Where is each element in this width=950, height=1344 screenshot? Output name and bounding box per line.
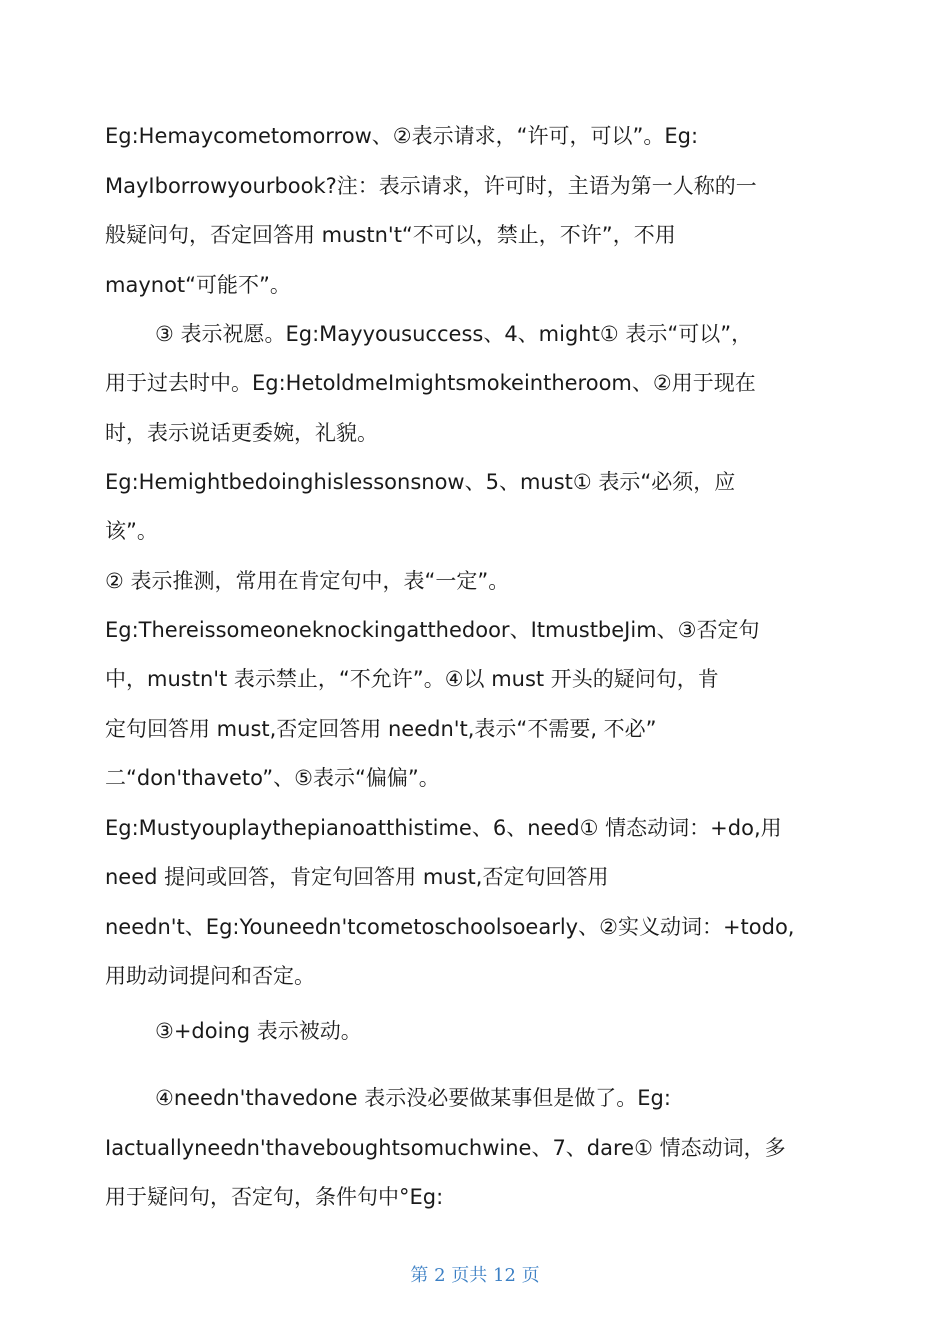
text-line: 二“don'thaveto”、⑤表示“偏偏”。 bbox=[105, 766, 440, 790]
text-line: ③ 表示祝愿。Eg:Mayyousuccess、4、might① 表示“可以”， bbox=[155, 322, 753, 346]
text-line: Eg:Hemaycometomorrow、②表示请求，“许可，可以”。Eg: bbox=[105, 124, 699, 148]
text-line: need 提问或回答，肯定句回答用 must,否定句回答用 bbox=[105, 865, 609, 889]
text-line: 般疑问句，否定回答用 mustn't“不可以，禁止，不许”，不用 bbox=[105, 223, 676, 247]
text-line: ② 表示推测，常用在肯定句中，表“一定”。 bbox=[105, 569, 510, 593]
text-line: maynot“可能不”。 bbox=[105, 273, 291, 297]
text-line: 中，mustn't 表示禁止，“不允许”。④以 must 开头的疑问句，肯 bbox=[105, 667, 719, 691]
text-line: 用助动词提问和否定。 bbox=[105, 964, 315, 988]
text-line: Eg:Hemightbedoinghislessonsnow、5、must① 表示“必须，应 bbox=[105, 470, 736, 494]
text-line: Eg:Thereissomeoneknockingatthedoor、ItmustbeJim、③否定句 bbox=[105, 618, 760, 642]
text-line: 用于疑问句，否定句，条件句中°Eg: bbox=[105, 1185, 444, 1209]
page-number-footer: 第 2 页共 12 页 bbox=[410, 1265, 540, 1286]
text-line: 定句回答用 must,否定回答用 needn't,表示“不需要, 不必” bbox=[105, 717, 657, 741]
text-line: MayIborrowyourbook?注：表示请求，许可时，主语为第一人称的一 bbox=[105, 174, 757, 198]
text-line: Iactuallyneedn'thaveboughtsomuchwine、7、dare① 情态动词，多 bbox=[105, 1136, 786, 1160]
text-line: ④needn'thavedone 表示没必要做某事但是做了。Eg: bbox=[155, 1086, 671, 1110]
text-line: 用于过去时中。Eg:HetoldmeImightsmokeintheroom、②用于现在 bbox=[105, 371, 756, 395]
text-line: 时，表示说话更委婉，礼貌。 bbox=[105, 421, 378, 445]
text-line: needn't、Eg:Youneedn'tcometoschoolsoearly、②实义动词：+todo, bbox=[105, 915, 795, 939]
text-line: Eg:Mustyouplaythepianoatthistime、6、need① 情态动词：+do,用 bbox=[105, 816, 782, 840]
text-line: 该”。 bbox=[105, 519, 158, 543]
text-line: ③+doing 表示被动。 bbox=[155, 1019, 362, 1043]
